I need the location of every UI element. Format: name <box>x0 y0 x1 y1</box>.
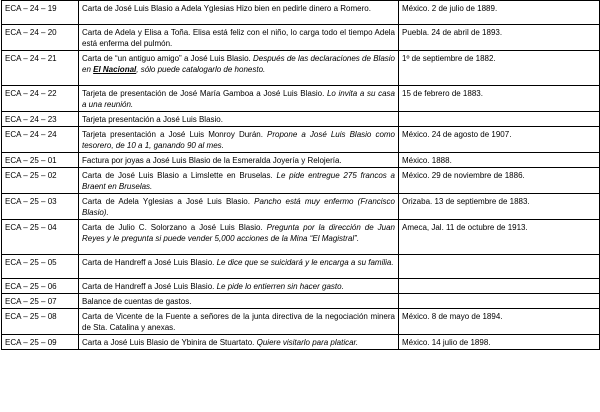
catalog-body <box>2 1 600 350</box>
record-place-date: México. 1888. <box>399 153 600 168</box>
record-description <box>79 86 399 112</box>
description-text: Carta de Handreff a José Luis Blasio. <box>82 282 217 291</box>
record-code: ECA – 24 – 19 <box>2 1 79 25</box>
record-code: ECA – 25 – 09 <box>2 335 79 350</box>
record-code: ECA – 25 – 01 <box>2 153 79 168</box>
record-code: ECA – 24 – 21 <box>2 51 79 86</box>
record-place-date: México. 2 de julio de 1889. <box>399 1 600 25</box>
record-place-date: México. 14 julio de 1898. <box>399 335 600 350</box>
table-row <box>2 194 600 220</box>
description-text: Carta de Vicente de la Fuente a señores de la junta directiva de la negociación minera de Sta. Catalina y anexas. <box>82 312 395 332</box>
description-text: Carta de Handreff a José Luis Blasio. <box>82 258 217 267</box>
table-row <box>2 153 600 168</box>
table-row <box>2 86 600 112</box>
record-code: ECA – 25 – 07 <box>2 294 79 309</box>
record-description <box>79 51 399 86</box>
table-row <box>2 309 600 335</box>
record-description <box>79 255 399 279</box>
description-text: Pregunta por la dirección de Juan Reyes y le pregunta si puede vender 5,000 acciones de la Mina “El Magistral”. <box>82 223 395 243</box>
record-place-date: Orizaba. 13 de septiembre de 1883. <box>399 194 600 220</box>
catalog-table <box>1 0 600 350</box>
description-text: Balance de cuentas de gastos. <box>82 297 192 306</box>
description-text: Carta de Julio C. Solorzano a José Luis Blasio. <box>82 223 267 232</box>
record-code: ECA – 25 – 06 <box>2 279 79 294</box>
record-description <box>79 279 399 294</box>
table-row <box>2 335 600 350</box>
description-text: Tarjeta presentación a José Luis Monroy Durán. <box>82 130 268 139</box>
description-text: Le dice que se suicidará y le encarga a su familia. <box>216 258 394 267</box>
record-place-date: 1º de septiembre de 1882. <box>399 51 600 86</box>
record-description <box>79 127 399 153</box>
record-place-date: Puebla. 24 de abril de 1893. <box>399 25 600 51</box>
description-text: Le pide entregue 275 francos a Braent en Bruselas. <box>82 171 396 191</box>
description-text: Tarjeta de presentación de José María Gamboa a José Luis Blasio. <box>82 89 327 98</box>
description-text: Tarjeta presentación a José Luis Blasio. <box>82 115 223 124</box>
description-text: Carta de Adela y Elisa a Toña. Elisa está feliz con el niño, lo carga todo el tiempo Adela está enferma del pulmón. <box>82 28 395 48</box>
record-code: ECA – 24 – 23 <box>2 112 79 127</box>
table-row <box>2 294 600 309</box>
table-row <box>2 127 600 153</box>
record-description <box>79 309 399 335</box>
description-text: Carta de José Luis Blasio a Limslette en Bruselas. <box>82 171 277 180</box>
record-code: ECA – 24 – 20 <box>2 25 79 51</box>
description-text: Carta a José Luis Blasio de Ybinira de Stuartato. <box>82 338 257 347</box>
description-text: Carta de Adela Yglesias a José Luis Blasio. <box>82 197 255 206</box>
table-row <box>2 112 600 127</box>
record-place-date <box>399 294 600 309</box>
description-text: Lo invita a su casa a una reunión. <box>82 89 395 109</box>
record-description <box>79 25 399 51</box>
record-description <box>79 168 399 194</box>
record-description <box>79 112 399 127</box>
record-description <box>79 294 399 309</box>
record-code: ECA – 24 – 24 <box>2 127 79 153</box>
newspaper-title: El Nacional <box>93 65 137 74</box>
table-row <box>2 220 600 255</box>
record-description <box>79 1 399 25</box>
table-row <box>2 51 600 86</box>
record-place-date: Ameca, Jal. 11 de octubre de 1913. <box>399 220 600 255</box>
record-code: ECA – 25 – 05 <box>2 255 79 279</box>
record-place-date: México. 8 de mayo de 1894. <box>399 309 600 335</box>
description-text: , sólo puede catalogarlo de honesto. <box>136 65 266 74</box>
table-row <box>2 25 600 51</box>
record-description <box>79 153 399 168</box>
description-text: Carta de “un antiguo amigo” a José Luis Blasio. <box>82 54 253 63</box>
description-text: Después de las declaraciones de Blasio en <box>82 54 395 74</box>
record-code: ECA – 25 – 08 <box>2 309 79 335</box>
description-text: Le pide lo entierren sin hacer gasto. <box>216 282 344 291</box>
record-code: ECA – 25 – 04 <box>2 220 79 255</box>
record-place-date <box>399 112 600 127</box>
record-place-date: México. 29 de noviembre de 1886. <box>399 168 600 194</box>
record-place-date: México. 24 de agosto de 1907. <box>399 127 600 153</box>
description-text: Carta de José Luis Blasio a Adela Yglesias Hizo bien en pedirle dinero a Romero. <box>82 4 371 13</box>
description-text: Propone a José Luis Blasio como tesorero, de 10 a 1, ganando 90 al mes. <box>82 130 396 150</box>
record-code: ECA – 25 – 03 <box>2 194 79 220</box>
table-row <box>2 1 600 25</box>
record-code: ECA – 25 – 02 <box>2 168 79 194</box>
table-row <box>2 168 600 194</box>
description-text: Pancho está muy enfermo (Francisco Blasio). <box>82 197 396 217</box>
record-place-date <box>399 255 600 279</box>
table-row <box>2 279 600 294</box>
record-description <box>79 335 399 350</box>
record-place-date: 15 de febrero de 1883. <box>399 86 600 112</box>
record-description <box>79 220 399 255</box>
record-place-date <box>399 279 600 294</box>
description-text: Quiere visitarlo para platicar. <box>256 338 359 347</box>
table-row <box>2 255 600 279</box>
record-code: ECA – 24 – 22 <box>2 86 79 112</box>
description-text: Factura por joyas a José Luis Blasio de la Esmeralda Joyería y Relojería. <box>82 156 342 165</box>
record-description <box>79 194 399 220</box>
